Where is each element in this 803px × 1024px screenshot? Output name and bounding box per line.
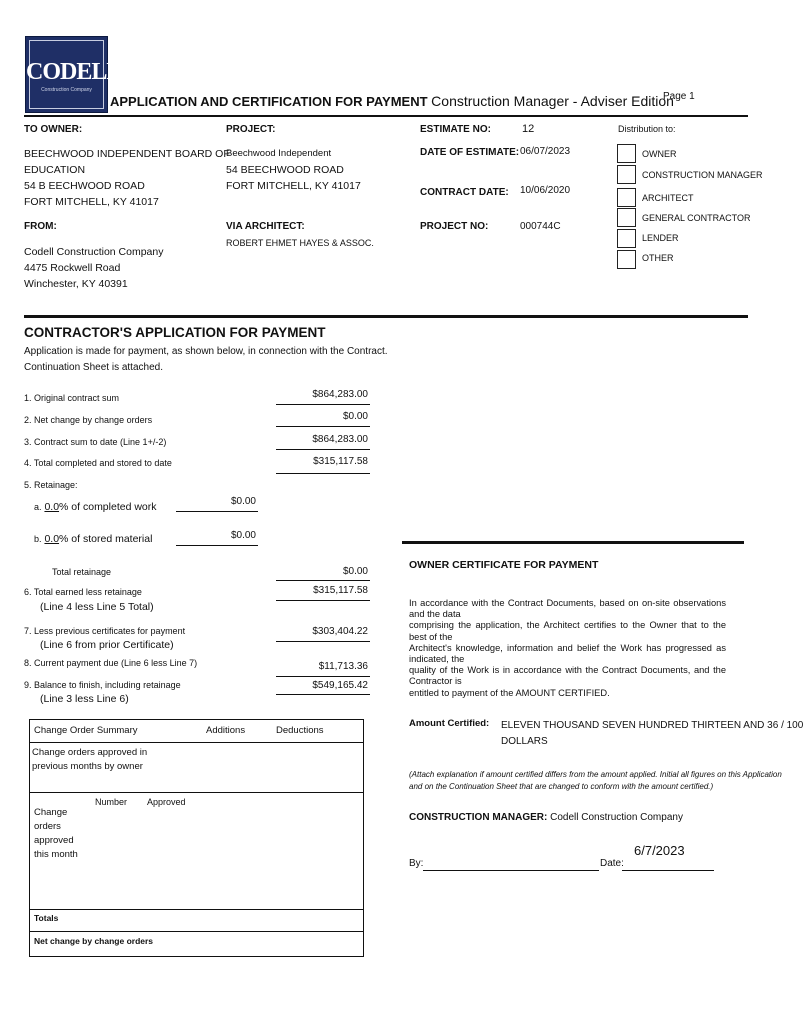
- distribution-label: Distribution to:: [618, 124, 676, 134]
- date-of-estimate-label: DATE OF ESTIMATE:: [420, 147, 520, 158]
- estimate-no-value: 12: [522, 123, 535, 135]
- paragraph-line: entitled to payment of the AMOUNT CERTIFIED.: [409, 687, 610, 698]
- construction-manager-row: [409, 812, 683, 823]
- document-title: [110, 93, 674, 109]
- by-label: By:: [409, 858, 424, 869]
- line-5b-suffix: % of stored material: [59, 533, 153, 545]
- deductions-header: Deductions: [276, 725, 324, 736]
- line-3-value: $864,283.00: [312, 434, 368, 445]
- codell-logo: [25, 36, 122, 113]
- prev-line: previous months by owner: [32, 761, 143, 772]
- line-6-value: $315,117.58: [313, 585, 368, 596]
- this-month-line: approved: [34, 835, 74, 846]
- distribution-other-label: OTHER: [642, 253, 674, 263]
- from-label: FROM:: [24, 221, 57, 232]
- distribution-gc-checkbox[interactable]: [617, 208, 636, 227]
- line-3-label: 3. Contract sum to date (Line 1+/-2): [24, 437, 167, 447]
- signature-date: 6/7/2023: [634, 843, 685, 858]
- line-5b-underline: [176, 545, 258, 546]
- paragraph-line: In accordance with the Contract Documents, based on on-site observations and the data: [409, 598, 726, 620]
- application-intro: Continuation Sheet is attached.: [24, 362, 163, 373]
- project-line: Beechwood Independent: [226, 148, 332, 159]
- prev-line: Change orders approved in: [32, 747, 148, 758]
- line-8-value: $11,713.36: [318, 661, 368, 672]
- distribution-architect-label: ARCHITECT: [642, 193, 694, 203]
- line-4-label: 4. Total completed and stored to date: [24, 458, 172, 468]
- additions-header: Additions: [206, 725, 246, 736]
- this-month-line: orders: [34, 821, 61, 832]
- line-5b: [34, 533, 152, 545]
- row-divider: [30, 792, 363, 793]
- line-5-label: 5. Retainage:: [24, 480, 78, 490]
- line-5b-percent: 0.0: [44, 533, 60, 545]
- owner-cert-paragraph: [409, 598, 726, 699]
- amount-certified-label: Amount Certified:: [409, 718, 490, 729]
- line-6-sublabel: (Line 4 less Line 5 Total): [40, 601, 154, 613]
- via-architect-label: VIA ARCHITECT:: [226, 221, 305, 232]
- note-line: (Attach explanation if amount certified differs from the amount applied. Initial all figures on this Application: [409, 770, 782, 779]
- logo-wordmark: CODELL: [26, 59, 122, 85]
- line-5b-value: $0.00: [230, 530, 256, 541]
- row-divider: [30, 909, 363, 910]
- from-line: Codell Construction Company: [24, 246, 164, 258]
- line-5a-percent: 0.0: [44, 501, 60, 513]
- line-1-underline: [276, 404, 370, 405]
- line-9-value: $549,165.42: [312, 680, 368, 691]
- project-line: 54 BEECHWOOD ROAD: [226, 164, 344, 176]
- line-5a-underline: [176, 511, 258, 512]
- date-label: Date:: [600, 858, 624, 869]
- page-number: Page 1: [663, 91, 695, 102]
- total-retainage-value: $0.00: [342, 566, 368, 577]
- owner-line: FORT MITCHELL, KY 41017: [24, 196, 159, 208]
- distribution-cm-label: CONSTRUCTION MANAGER: [642, 170, 763, 180]
- application-intro: Application is made for payment, as shown below, in connection with the Contract.: [24, 346, 388, 357]
- line-8-underline: [276, 676, 370, 677]
- distribution-lender-label: LENDER: [642, 233, 679, 243]
- contract-date-label: CONTRACT DATE:: [420, 187, 509, 198]
- from-line: Winchester, KY 40391: [24, 278, 128, 290]
- distribution-gc-label: GENERAL CONTRACTOR: [642, 213, 751, 223]
- section-rule: [24, 315, 748, 318]
- project-no-value: 000744C: [520, 221, 561, 232]
- line-2-value: $0.00: [342, 411, 368, 422]
- row-divider: [30, 742, 363, 743]
- project-no-label: PROJECT NO:: [420, 221, 489, 232]
- distribution-architect-checkbox[interactable]: [617, 188, 636, 207]
- by-signature-line[interactable]: [423, 870, 599, 871]
- project-address: [226, 146, 361, 194]
- project-label: PROJECT:: [226, 124, 276, 135]
- total-retainage-underline: [276, 580, 370, 581]
- line-9-underline: [276, 694, 370, 695]
- line-6-underline: [276, 600, 370, 601]
- line-7-value: $303,404.22: [312, 626, 368, 637]
- change-order-summary-table: [29, 719, 364, 957]
- owner-line: 54 B EECHWOOD ROAD: [24, 180, 145, 192]
- amount-line: ELEVEN THOUSAND SEVEN HUNDRED THIRTEEN AND 36 / 100: [501, 720, 803, 731]
- paragraph-line: Architect's knowledge, information and belief the Work has progressed as indicated, the: [409, 642, 726, 665]
- title-bold: APPLICATION AND CERTIFICATION FOR PAYMENT: [110, 94, 428, 109]
- owner-cert-heading: OWNER CERTIFICATE FOR PAYMENT: [409, 559, 599, 571]
- logo-tagline: Construction Company: [41, 87, 92, 93]
- attach-explanation-note: [409, 769, 782, 793]
- row-divider: [30, 931, 363, 932]
- estimate-no-label: ESTIMATE NO:: [420, 124, 491, 135]
- contract-date-value: 10/06/2020: [520, 185, 571, 196]
- architect-name: ROBERT EHMET HAYES & ASSOC.: [226, 238, 374, 248]
- to-owner-label: TO OWNER:: [24, 124, 83, 135]
- line-3-underline: [276, 449, 370, 450]
- line-5a-value: $0.00: [230, 496, 256, 507]
- distribution-owner-checkbox[interactable]: [617, 144, 636, 163]
- paragraph-line: comprising the application, the Architect certifies to the Owner that to the best of the: [409, 620, 726, 642]
- line-5a-prefix: a.: [34, 502, 42, 512]
- previous-change-orders-label: [32, 746, 147, 774]
- title-edition: Construction Manager - Adviser Edition: [431, 93, 674, 109]
- from-line: 4475 Rockwell Road: [24, 262, 121, 274]
- line-7-underline: [276, 641, 370, 642]
- approved-header: Approved: [147, 797, 186, 807]
- line-7-label: 7. Less previous certificates for payment: [24, 626, 186, 636]
- note-line: and on the Continuation Sheet that are changed to conform with the amount certified.): [409, 782, 714, 791]
- line-9-sublabel: (Line 3 less Line 6): [40, 693, 129, 705]
- from-address: [24, 244, 163, 292]
- net-change-label: Net change by change orders: [34, 936, 154, 946]
- line-2-label: 2. Net change by change orders: [24, 415, 153, 425]
- line-5b-prefix: b.: [34, 534, 42, 544]
- line-4-underline: [276, 473, 370, 474]
- line-4-value: $315,117.58: [313, 456, 368, 467]
- cm-value: Codell Construction Company: [550, 812, 683, 823]
- line-8-label: 8. Current payment due (Line 6 less Line 7): [24, 658, 198, 668]
- totals-label: Totals: [34, 913, 59, 923]
- line-1-label: 1. Original contract sum: [24, 393, 120, 403]
- line-9-label: 9. Balance to finish, including retainage: [24, 680, 181, 690]
- change-order-title: Change Order Summary: [34, 725, 138, 736]
- this-month-line: this month: [34, 849, 78, 860]
- date-signature-line[interactable]: [622, 870, 714, 871]
- cm-label: CONSTRUCTION MANAGER:: [409, 812, 548, 823]
- owner-line: EDUCATION: [24, 164, 86, 176]
- this-month-line: Change: [34, 807, 68, 818]
- line-7-sublabel: (Line 6 from prior Certificate): [40, 639, 174, 651]
- owner-line: BEECHWOOD INDEPENDENT BOARD OF: [24, 148, 230, 160]
- number-header: Number: [95, 797, 128, 807]
- this-month-label: [34, 806, 78, 862]
- distribution-other-checkbox[interactable]: [617, 250, 636, 269]
- distribution-owner-label: OWNER: [642, 149, 677, 159]
- line-2-underline: [276, 426, 370, 427]
- total-retainage-label: Total retainage: [52, 567, 112, 577]
- owner-address: [24, 146, 230, 210]
- paragraph-line: quality of the Work is in accordance with the Contract Documents, and the Contractor is: [409, 665, 726, 687]
- line-5a: [34, 501, 157, 513]
- amount-line: DOLLARS: [501, 736, 548, 747]
- line-1-value: $864,283.00: [312, 389, 368, 400]
- amount-certified-words: [501, 718, 803, 750]
- date-of-estimate-value: 06/07/2023: [520, 146, 571, 157]
- header-rule: [24, 115, 748, 117]
- distribution-cm-checkbox[interactable]: [617, 165, 636, 184]
- distribution-lender-checkbox[interactable]: [617, 229, 636, 248]
- line-5a-suffix: % of completed work: [59, 501, 157, 513]
- line-6-label: 6. Total earned less retainage: [24, 587, 142, 597]
- project-line: FORT MITCHELL, KY 41017: [226, 180, 361, 192]
- owner-cert-rule: [402, 541, 744, 544]
- application-heading: CONTRACTOR'S APPLICATION FOR PAYMENT: [24, 325, 326, 340]
